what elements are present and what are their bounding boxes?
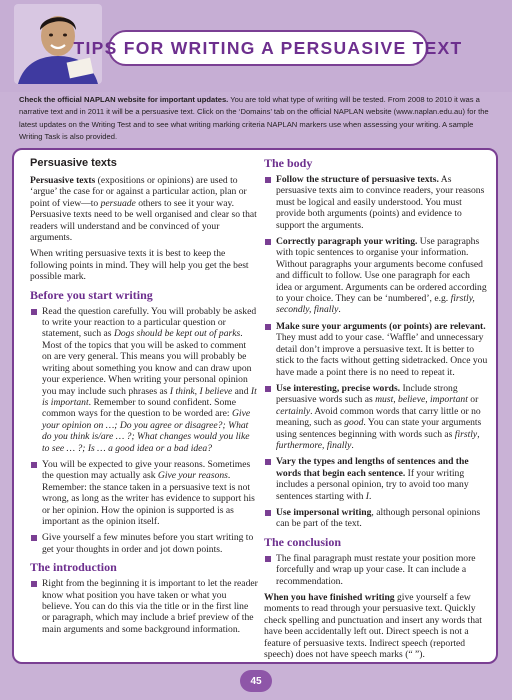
- bold-text: Follow the structure of persuasive texts.: [276, 174, 439, 185]
- bold-text: When you have finished writing: [264, 592, 395, 603]
- section-heading-conclusion: The conclusion: [264, 534, 342, 549]
- text: . Most of the topics that you will be asked to comment on are very general. This means you will probably be writing about something you know and can draw upon your experience. When writing your personal opinion you may include such phrases as: [42, 328, 252, 397]
- italic-text: I: [365, 490, 369, 502]
- bullet-item: The final paragraph must restate your position more forcefully and wrap up your case. It can include a recommendation.: [264, 553, 488, 587]
- paragraph: When writing persuasive texts it is best to keep the following points in mind. They will help you get the best possible mark.: [30, 248, 249, 283]
- page-title-banner: [73, 30, 463, 66]
- section-heading-before-writing: Before you start writing: [30, 287, 153, 302]
- right-column: [264, 156, 488, 665]
- text: If your writing includes a personal opinion, try to avoid too many sentences starting with: [276, 467, 469, 502]
- text: others to see it your way. Persuasive texts need to be well organised and clear so that readers will understand and be convinced of your arguments.: [30, 197, 257, 244]
- paragraph: [264, 592, 488, 660]
- italic-text: Give your opinion on …; Do you agree or disagree?; What do you think is/are … ?; What changes would you like to see … ?; Is … a good idea or a bad idea?: [42, 408, 251, 454]
- italic-text: important: [430, 394, 468, 406]
- text: Read the question carefully. You will probably be asked to write your reaction to a particular question or statement, such as: [42, 305, 257, 340]
- text: As persuasive texts aim to convince readers, your reasons must be logical and easily understood. You must provide both arguments (points) and evidence to support the arguments.: [276, 174, 485, 231]
- bold-text: Make sure your arguments (or points) are relevant.: [276, 320, 486, 332]
- text: . Remember to sound confident. Some common ways for the question to be worded are:: [42, 396, 237, 420]
- section-heading-body: The body: [264, 156, 313, 170]
- text: . Avoid common words that carry little or no meaning, such as: [276, 405, 481, 429]
- italic-text: finally: [326, 439, 352, 451]
- text: You will be expected to give your reasons. Sometimes the question may actually ask: [42, 458, 251, 482]
- italic-text: must: [375, 394, 394, 406]
- text: Use paragraphs with topic sentences to organise your information. Without paragraphs your arguments become confused and difficult to follow. Use one paragraph for each idea or argument. Arguments can be ordered according to your choice. They can be ‘numbered’, e.g.: [276, 236, 487, 305]
- bullet-item: Give yourself a few minutes before you start writing to get your thoughts in order and jot down points.: [30, 532, 258, 555]
- text: ,: [393, 394, 399, 406]
- italic-text: I believe: [199, 385, 233, 397]
- italic-text: believe: [398, 394, 426, 406]
- page-number: 45: [240, 670, 272, 692]
- italic-text: Give your reasons: [157, 470, 228, 482]
- italic-text: It is important: [42, 385, 257, 408]
- italic-text: good: [344, 417, 364, 429]
- text: ,: [425, 394, 431, 406]
- text: . Remember: the stance taken in a persuasive text is not wrong, as long as the writer has evidence to support his or her opinion. How the opinion is supported is as important as the opinion itself.: [42, 470, 255, 527]
- bold-text: Persuasive texts: [30, 175, 96, 186]
- bold-text: Correctly paragraph your writing.: [276, 236, 418, 248]
- text: .: [338, 304, 341, 316]
- section-heading-persuasive-texts: Persuasive texts: [30, 157, 117, 169]
- italic-text: firstly: [454, 428, 478, 440]
- bold-text: Use impersonal writing: [276, 506, 372, 518]
- italic-text: I think: [169, 385, 195, 397]
- bullet-item: [264, 236, 488, 316]
- bullet-item: [30, 306, 258, 454]
- bullet-item: [30, 459, 258, 527]
- text: . You can state your arguments using sentences beginning with words such as: [276, 417, 482, 440]
- bullet-item: [264, 174, 488, 231]
- left-column: [30, 156, 258, 640]
- paragraph: [30, 175, 258, 243]
- bullet-item: [264, 456, 488, 502]
- bullet-item: [264, 321, 488, 378]
- text: or: [467, 394, 479, 406]
- text: ,: [477, 428, 480, 440]
- text: give yourself a few moments to read through your persuasive text. Quickly check spelling and punctuation and insert any words that have been accidentally left out. Direct speech is not a feature of persuasive texts. Indirect speech (reported speech) does not have speech marks (“ ”).: [264, 592, 482, 661]
- text: Include strong persuasive words such as: [276, 382, 458, 406]
- text: They must add to your case. ‘Waffle’ and unnecessary detail don’t improve a persuasive text. It is better to stick to the facts without getting sidetracked. Once you have made a point there is no need to repeat it.: [276, 332, 488, 378]
- intro-note: [19, 94, 489, 144]
- text: (expositions or opinions) are used to ‘argue’ the case for or against a particular action, plan or point of view—to: [30, 175, 247, 209]
- text: and: [232, 385, 251, 397]
- text: .: [369, 490, 372, 502]
- text: ,: [194, 385, 200, 397]
- italic-text: firstly, secondly, finally: [276, 293, 475, 316]
- intro-bold: Check the official NAPLAN website for important updates.: [19, 95, 229, 104]
- bold-text: Vary the types and lengths of sentences and the words that begin each sentence.: [276, 456, 469, 479]
- bold-text: Use interesting, precise words.: [276, 382, 401, 394]
- bullet-item: [264, 383, 488, 451]
- text: .: [351, 439, 354, 451]
- italic-text: certainly: [276, 405, 311, 417]
- section-heading-introduction: The introduction: [30, 560, 117, 575]
- italic-text: persuade: [100, 197, 136, 209]
- text: ,: [322, 439, 327, 451]
- italic-text: Dogs should be kept out of parks: [113, 328, 241, 340]
- italic-text: furthermore: [276, 439, 323, 451]
- page-title: TIPS FOR WRITING A PERSUASIVE TEXT: [73, 37, 463, 58]
- bullet-item: [264, 507, 488, 530]
- bullet-item: Right from the beginning it is important to let the reader know what position you have taken or what you believe. You can do this via the title or in the first line or paragraph, which may include a brief preview of the main arguments and some background information.: [30, 578, 258, 635]
- text: , although personal opinions can be part of the text.: [276, 506, 481, 530]
- intro-text: You are told what type of writing will be tested. From 2008 to 2010 it was a narrative text and in 2011 it will be a persuasive text. Click on the ‘Domains’ tab on the official NAPLAN website (www.naplan.edu.au) for the latest updates on the Writing Test and to see what writing marking criteria NAPLAN markers use when assessing your writing. A sample Writing Task is also provided.: [19, 95, 489, 141]
